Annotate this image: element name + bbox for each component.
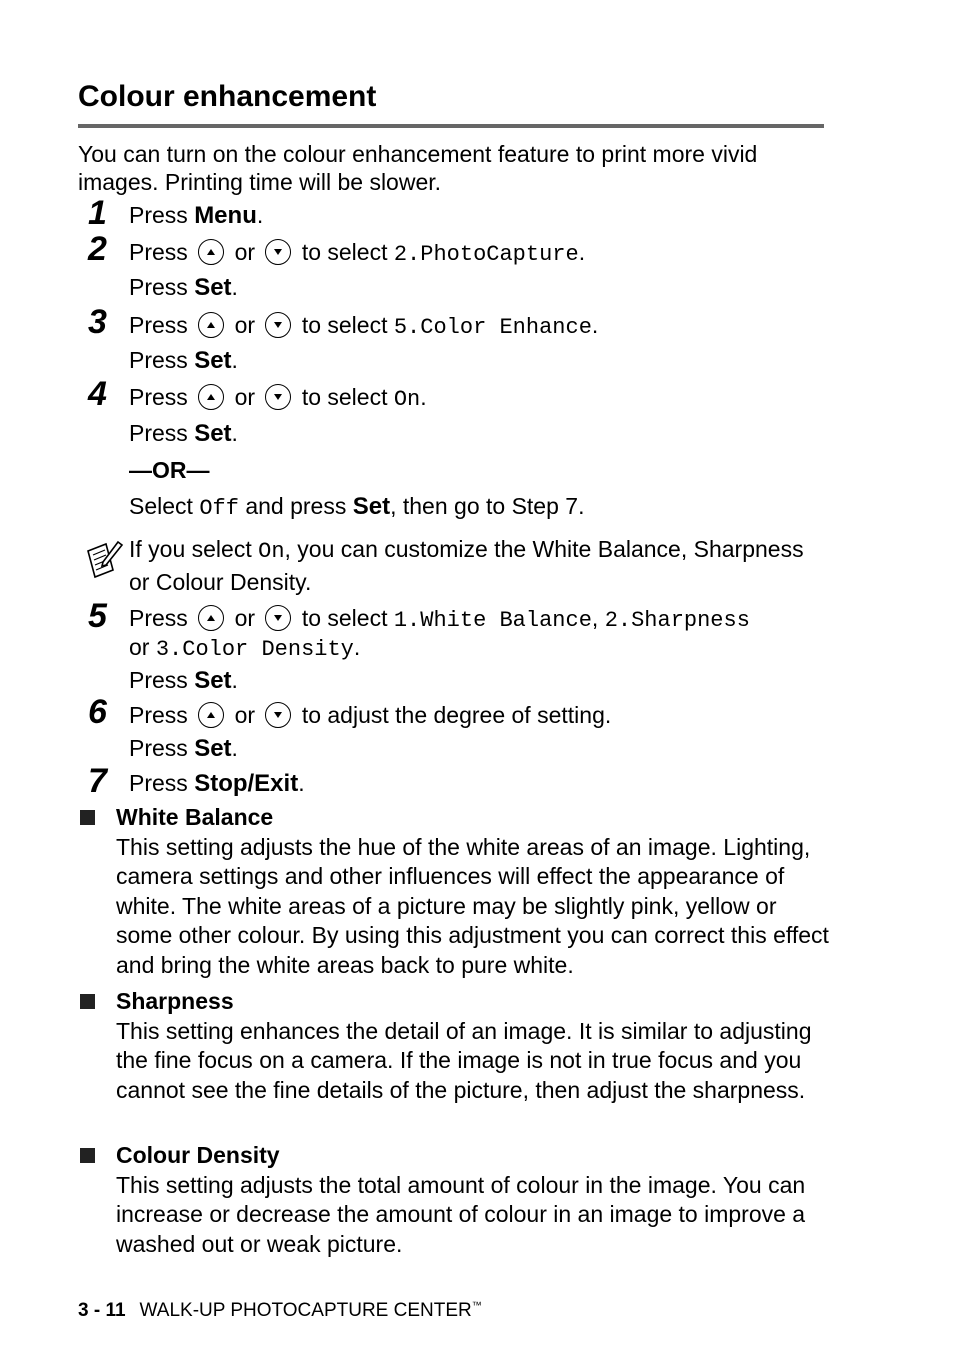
title-rule	[78, 124, 824, 128]
step-3-line: Press or to select 5.Color Enhance.	[129, 312, 599, 340]
step-7-line: Press Stop/Exit.	[129, 770, 305, 797]
press-set-line: Press Set.	[129, 735, 238, 762]
down-arrow-button-icon	[265, 605, 291, 631]
bullet-square-icon	[80, 810, 95, 825]
up-arrow-button-icon	[198, 605, 224, 631]
or-separator: —OR—	[129, 457, 210, 483]
bullet-white-balance: White Balance This setting adjusts the hue of the white areas of an image. Lighting, camera settings and other influences will effect the appearance of white. The white areas of a picture may be slightly pink, yellow or some other colour. By using this adjustment you can correct this effect and bring the white areas back to pure white.	[116, 804, 829, 978]
step-number: 5	[88, 597, 107, 635]
step-1-line: Press Menu.	[129, 202, 264, 229]
down-arrow-button-icon	[265, 384, 291, 410]
step-number: 3	[88, 303, 107, 341]
intro-paragraph: You can turn on the colour enhancement feature to print more vivid images. Printing time will be slower.	[78, 141, 758, 195]
step-6-line: Press or to adjust the degree of setting.	[129, 702, 612, 728]
step-number: 6	[88, 693, 107, 731]
step-number: 2	[88, 230, 107, 268]
up-arrow-button-icon	[198, 312, 224, 338]
page-number: 3 - 11	[78, 1300, 126, 1321]
bullet-square-icon	[80, 994, 95, 1009]
down-arrow-button-icon	[265, 239, 291, 265]
step-4-line: Press or to select On.	[129, 384, 427, 412]
bullet-colour-density: Colour Density This setting adjusts the total amount of colour in the image. You can increase or decrease the amount of colour in an image to improve a washed out or weak picture.	[116, 1142, 806, 1257]
note-pencil-icon	[84, 539, 124, 584]
bullet-square-icon	[80, 1148, 95, 1163]
press-set-line: Press Set.	[129, 420, 238, 447]
press-set-line: Press Set.	[129, 274, 238, 301]
section-name: WALK-UP PHOTOCAPTURE CENTER	[139, 1300, 472, 1321]
note-text: If you select On, you can customize the White Balance, Sharpness or Colour Density.	[129, 536, 804, 595]
step-number: 4	[88, 375, 107, 413]
step-number: 7	[88, 762, 107, 800]
up-arrow-button-icon	[198, 384, 224, 410]
stop-exit-key-label: Stop/Exit	[194, 770, 299, 797]
menu-option: 2.PhotoCapture	[393, 242, 579, 267]
menu-option: 5.Color Enhance	[393, 315, 592, 340]
press-set-line: Press Set.	[129, 667, 238, 694]
bullet-sharpness: Sharpness This setting enhances the detail of an image. It is similar to adjusting the fine focus on a camera. If the image is not in true focus and you cannot see the fine details of the picture, then adjust the sharpness.	[116, 988, 812, 1103]
page-footer: 3 - 11 WALK-UP PHOTOCAPTURE CENTER™	[78, 1300, 482, 1321]
alternative-line: Select Off and press Set, then go to Step 7.	[129, 493, 585, 521]
page-title: Colour enhancement	[78, 80, 377, 113]
menu-key-label: Menu	[194, 202, 257, 229]
down-arrow-button-icon	[265, 312, 291, 338]
step-5-line: Press or to select 1.White Balance, 2.Sharpness	[129, 605, 750, 633]
step-number: 1	[88, 194, 107, 232]
up-arrow-button-icon	[198, 702, 224, 728]
step-5-line-2: or 3.Color Density.	[129, 634, 361, 662]
press-set-line: Press Set.	[129, 347, 238, 374]
up-arrow-button-icon	[198, 239, 224, 265]
menu-option: On	[393, 387, 421, 412]
down-arrow-button-icon	[265, 702, 291, 728]
step-2-line: Press or to select 2.PhotoCapture.	[129, 239, 586, 267]
